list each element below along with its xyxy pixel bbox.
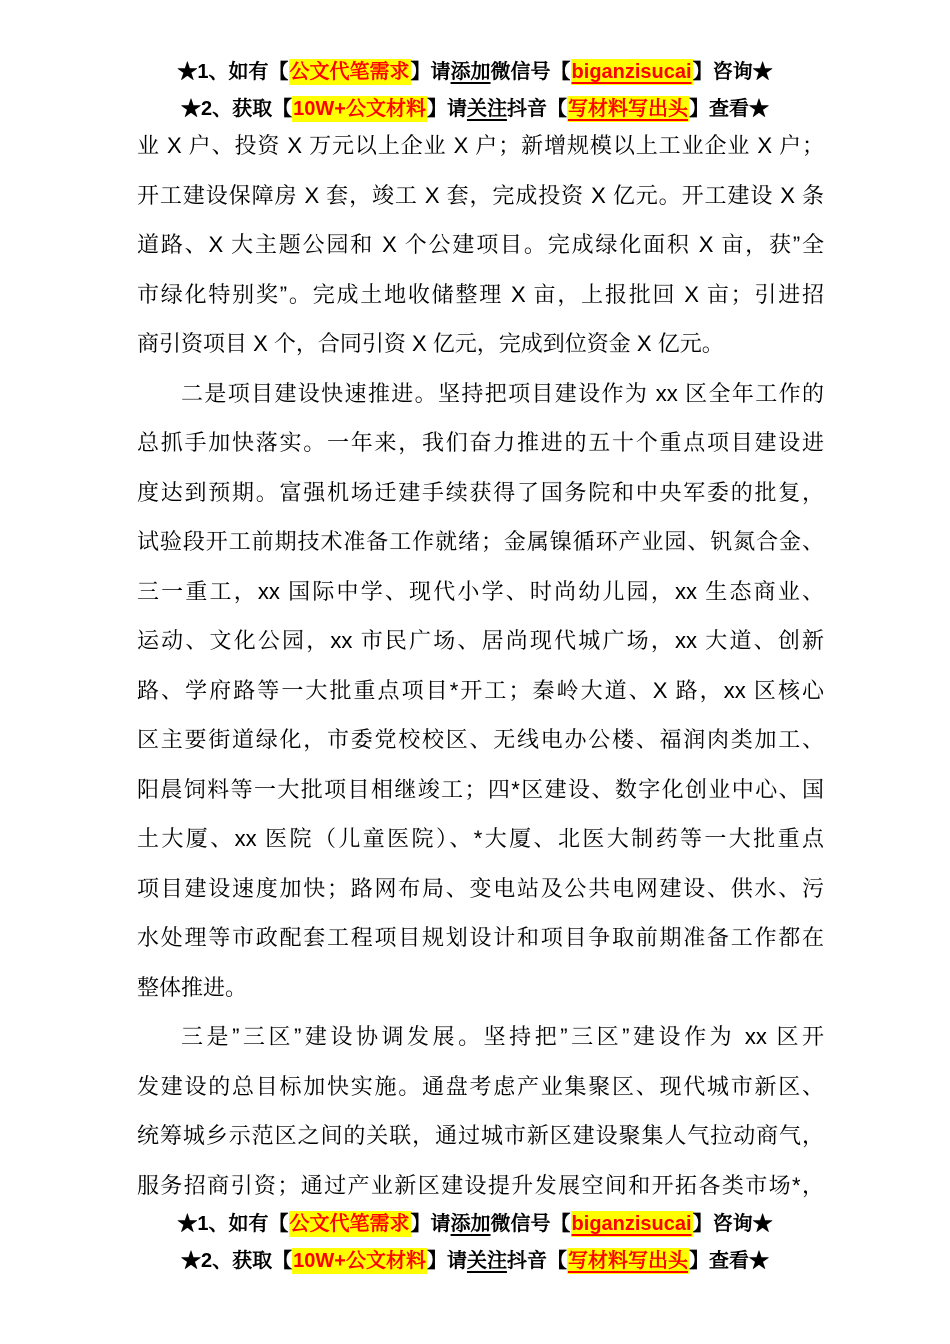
banner-text: 】查看★ bbox=[688, 1250, 769, 1272]
body-line-p2-1: 二是项目建设快速推进。坚持把项目建设作为 xx 区全年工作的 bbox=[181, 380, 824, 406]
banner-text: 】请 bbox=[426, 1250, 467, 1272]
footer-banner bbox=[0, 1206, 950, 1280]
banner-text: ★2、获取【 bbox=[181, 98, 293, 120]
body-line-p2-2: 总抓手加快落实。一年来，我们奋力推进的五十个重点项目建设进 bbox=[137, 430, 824, 455]
banner-text: ★1、如有【 bbox=[177, 61, 289, 83]
body-line-p2-11: 项目建设速度加快；路网布局、变电站及公共电网建设、供水、污 bbox=[137, 875, 824, 901]
body-line-p1-1: 业 X 户、投资 X 万元以上企业 X 户；新增规模以上工业企业 X 户； bbox=[137, 133, 824, 158]
banner-text: 微信号【 bbox=[490, 61, 571, 83]
keyword-materials: 10W+公文材料 bbox=[293, 98, 426, 120]
body-line-p3-4: 服务招商引资；通过产业新区建设提升发展空间和开拓各类市场*， bbox=[137, 1172, 824, 1198]
banner-text: 抖音【 bbox=[506, 98, 567, 120]
body-line-p2-9: 阳晨饲料等一大批项目相继竣工；四*区建设、数字化创业中心、国 bbox=[137, 776, 824, 802]
body-line-p2-13: 整体推进。 bbox=[137, 974, 248, 1000]
body-line-p2-5: 三一重工，xx 国际中学、现代小学、时尚幼儿园，xx 生态商业、 bbox=[137, 578, 824, 604]
banner-text: 】咨询★ bbox=[692, 61, 773, 83]
body-line-p2-3: 度达到预期。富强机场迁建手续获得了国务院和中央军委的批复， bbox=[137, 479, 824, 505]
douyin-id: 写材料写出头 bbox=[567, 98, 688, 120]
banner-text: 】请 bbox=[410, 61, 451, 83]
body-line-p1-5: 商引资项目 X 个，合同引资 X 亿元，完成到位资金 X 亿元。 bbox=[137, 331, 724, 356]
action-tianjia: 添加 bbox=[450, 61, 491, 83]
promo-line-2 bbox=[0, 1243, 950, 1280]
body-line-p3-2: 发建设的总目标加快实施。通盘考虑产业集聚区、现代城市新区、 bbox=[137, 1073, 824, 1099]
keyword-gongwen-daibi: 公文代笔需求 bbox=[289, 61, 410, 83]
banner-text: ★2、获取【 bbox=[181, 1250, 293, 1272]
banner-text: 】请 bbox=[426, 98, 467, 120]
promo-line-1 bbox=[0, 1206, 950, 1243]
body-line-p2-4: 试验段开工前期技术准备工作就绪；金属镍循环产业园、钒氮合金、 bbox=[137, 529, 824, 554]
body-line-p2-6: 运动、文化公园，xx 市民广场、居尚现代城广场，xx 大道、创新 bbox=[137, 628, 824, 653]
body-line-p3-1: 三是”三区”建设协调发展。坚持把”三区”建设作为 xx 区开 bbox=[181, 1024, 824, 1049]
banner-text: ★1、如有【 bbox=[177, 1213, 289, 1235]
body-line-p1-4: 市绿化特别奖”。完成土地收储整理 X 亩，上报批回 X 亩；引进招 bbox=[137, 281, 824, 307]
banner-text: 抖音【 bbox=[506, 1250, 567, 1272]
body-line-p1-2: 开工建设保障房 X 套，竣工 X 套，完成投资 X 亿元。开工建设 X 条 bbox=[137, 182, 824, 208]
wechat-id: biganzisucai bbox=[571, 1213, 692, 1235]
wechat-id: biganzisucai bbox=[571, 61, 692, 83]
body-line-p3-3: 统筹城乡示范区之间的关联，通过城市新区建设聚集人气拉动商气， bbox=[137, 1123, 824, 1148]
promo-line-1 bbox=[0, 54, 950, 91]
body-line-p2-7: 路、学府路等一大批重点项目*开工；秦岭大道、X 路，xx 区核心 bbox=[137, 677, 824, 703]
body-line-p2-10: 土大厦、xx 医院（儿童医院）、*大厦、北医大制药等一大批重点 bbox=[137, 826, 824, 851]
action-guanzhu: 关注 bbox=[466, 1250, 507, 1272]
banner-text: 微信号【 bbox=[490, 1213, 571, 1235]
keyword-materials: 10W+公文材料 bbox=[293, 1250, 426, 1272]
keyword-gongwen-daibi: 公文代笔需求 bbox=[289, 1213, 410, 1235]
action-guanzhu: 关注 bbox=[466, 98, 507, 120]
banner-text: 】查看★ bbox=[688, 98, 769, 120]
action-tianjia: 添加 bbox=[450, 1213, 491, 1235]
header-banner bbox=[0, 54, 950, 128]
body-line-p2-8: 区主要街道绿化，市委党校校区、无线电办公楼、福润肉类加工、 bbox=[137, 727, 824, 752]
document-body bbox=[137, 121, 824, 1210]
body-line-p1-3: 道路、X 大主题公园和 X 个公建项目。完成绿化面积 X 亩，获”全 bbox=[137, 232, 824, 257]
banner-text: 】请 bbox=[410, 1213, 451, 1235]
douyin-id: 写材料写出头 bbox=[567, 1250, 688, 1272]
body-line-p2-12: 水处理等市政配套工程项目规划设计和项目争取前期准备工作都在 bbox=[137, 925, 824, 950]
banner-text: 】咨询★ bbox=[692, 1213, 773, 1235]
